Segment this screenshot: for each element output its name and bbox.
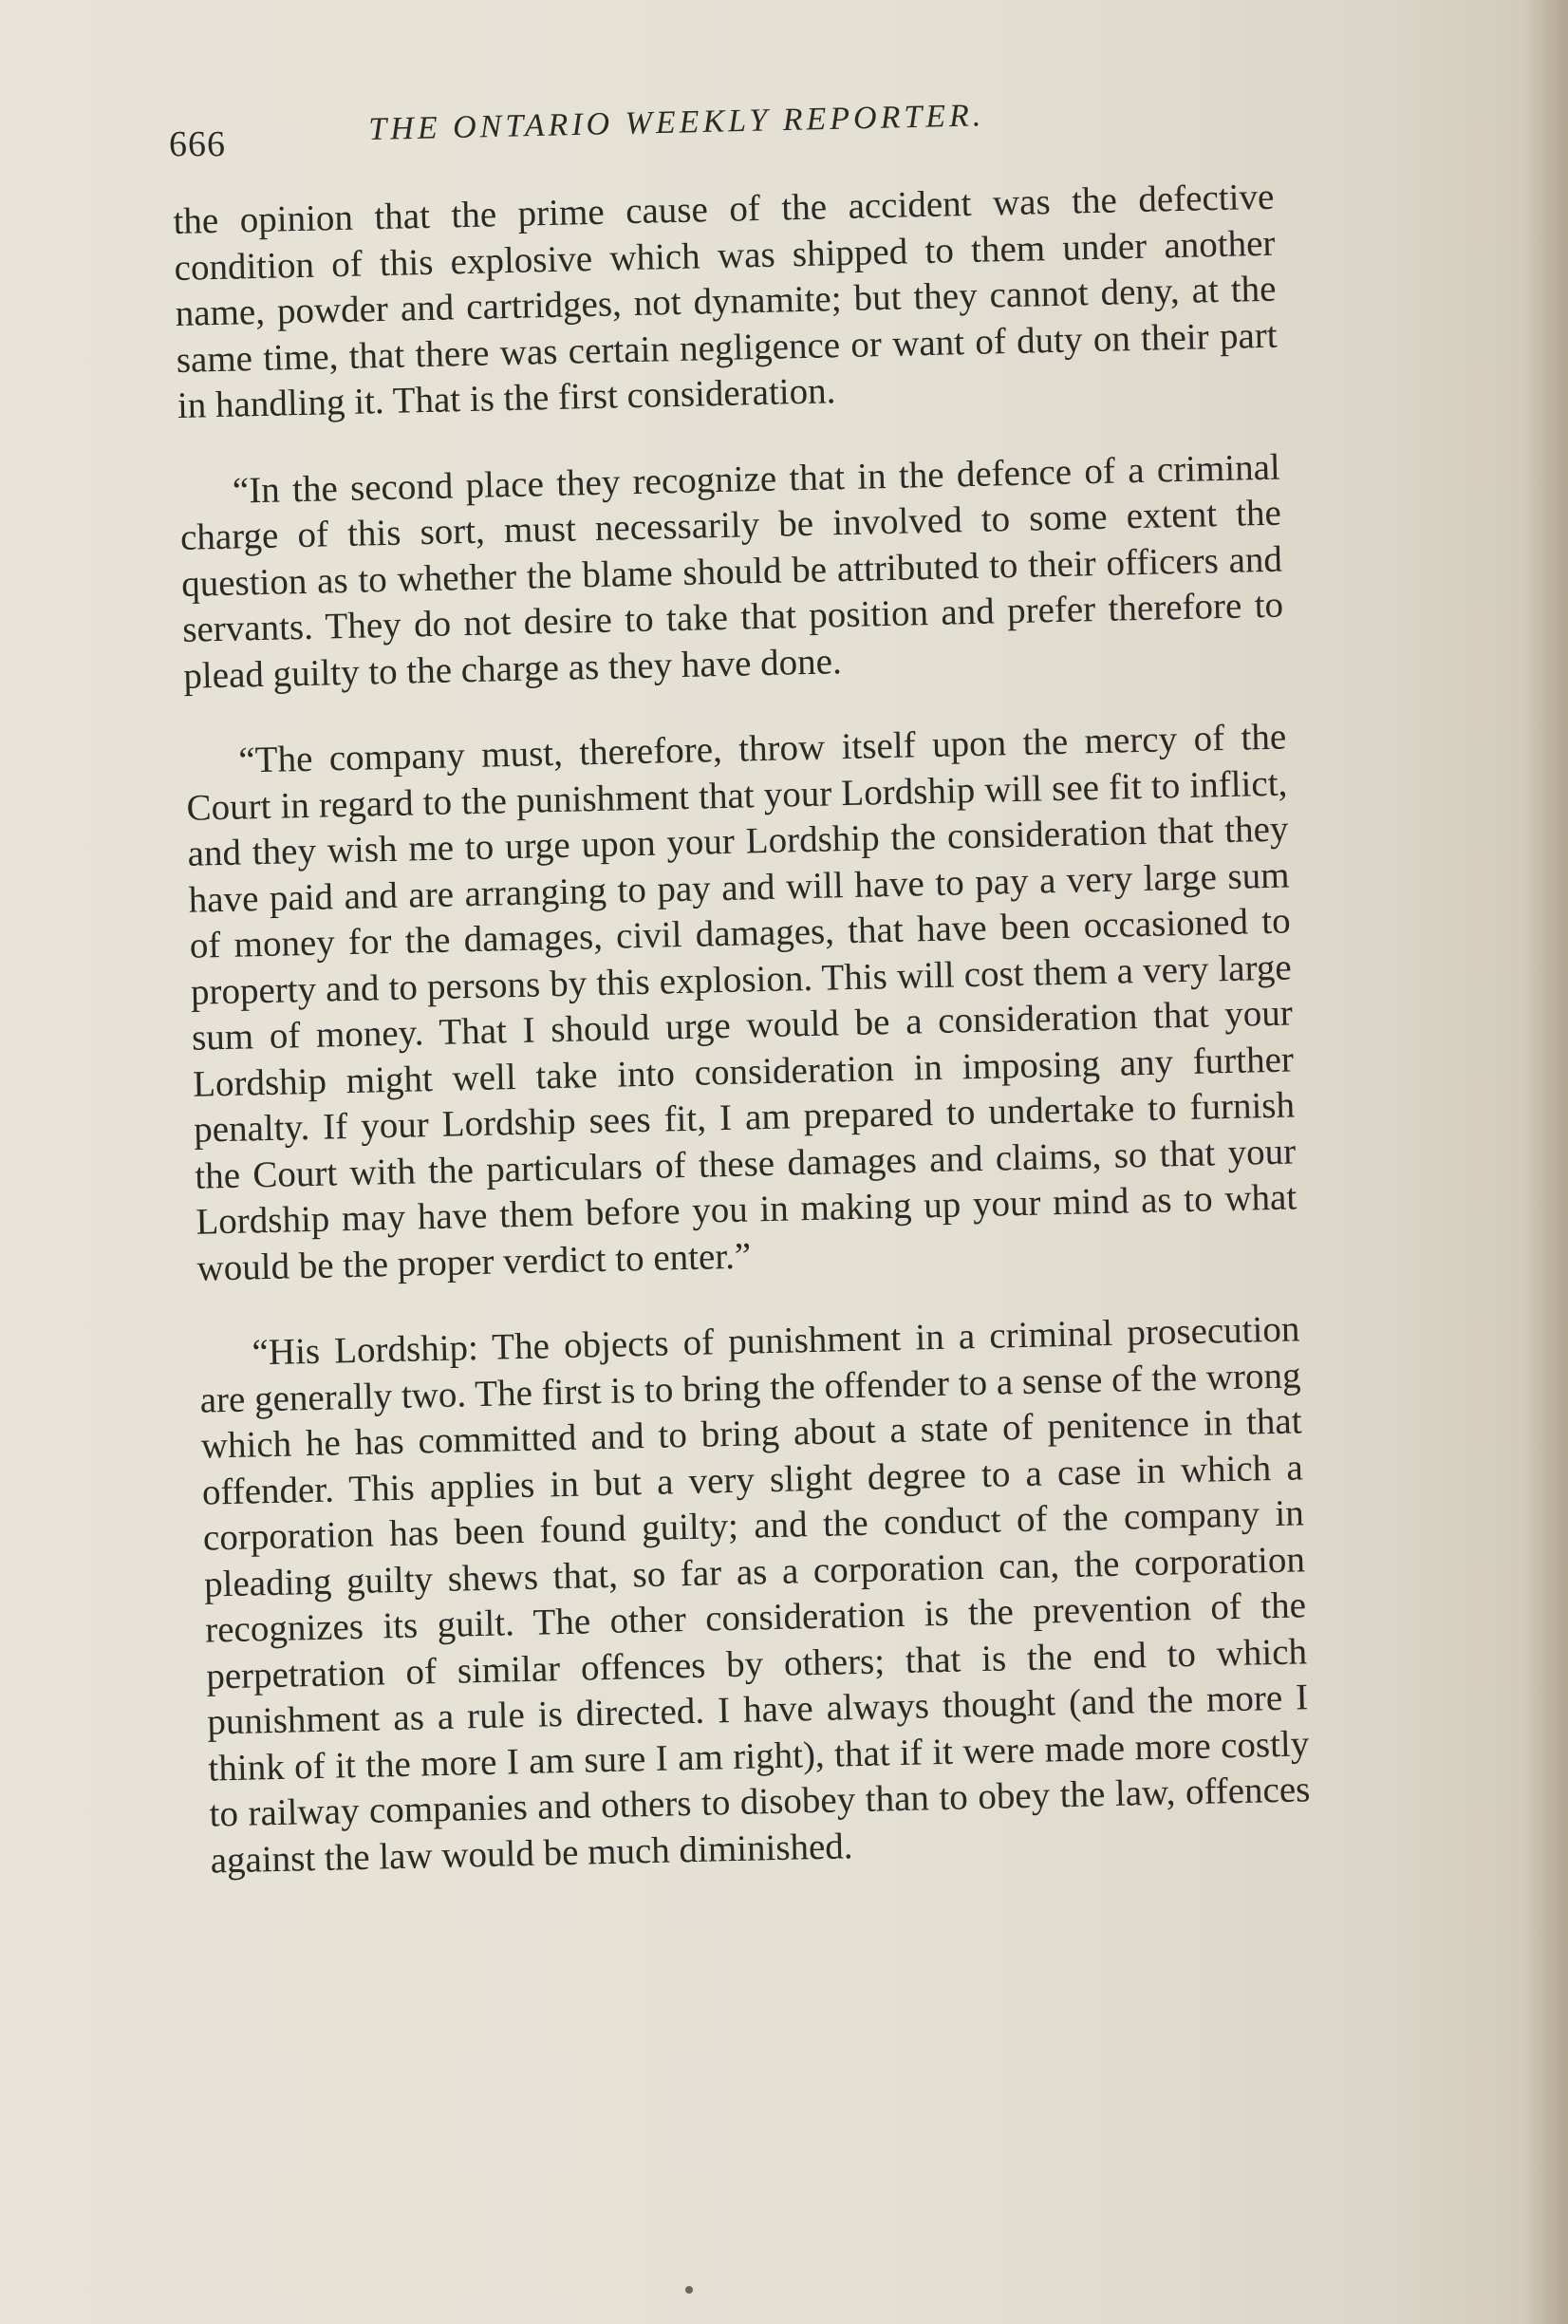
page-edge-shadow bbox=[1522, 0, 1568, 2324]
paragraph: “In the second place they recognize that in the defence of a criminal charge of this sort, must necessarily be involved to some extent the question as to whether the blame should be attributed to their officers and servants. They do not desire to take that position and prefer therefore to plead guilty to the charge as they have done. bbox=[179, 446, 1284, 697]
body-text bbox=[173, 175, 1312, 1884]
paragraph: the opinion that the prime cause of the accident was the defective condition of this explosive which was shipped to them under another name, powder and cartridges, not dynamite; but they cannot deny, at the same time, that there was certain negligence or want of duty on their part in handling it. That is the first consideration. bbox=[173, 176, 1279, 426]
paragraph: “The company must, therefore, throw itself upon the mercy of the Court in regard to the punishment that your Lordship will see fit to inflict, and they wish me to urge upon your Lordship the consideration that they have paid and are arranging to pay and will have to pay a very large sum of money for the damages, civil damages, that have been occasioned to property and to persons by this explosion. This will cost them a very large sum of money. That I should urge would be a consideration that your Lordship might well take into consideration in imposing any further penalty. If your Lordship sees fit, I am prepared to undertake to furnish the Court with the particulars of these damages and claims, so that your Lordship may have them before you in making up your mind as to what would be the proper verdict to enter.” bbox=[186, 716, 1297, 1289]
running-head: THE ONTARIO WEEKLY REPORTER. bbox=[368, 98, 985, 147]
page-header bbox=[169, 98, 1118, 169]
page-number: 666 bbox=[169, 124, 226, 164]
paragraph: “His Lordship: The objects of punishment in a criminal prosecution are generally two. The first is to bring the offender to a sense of the wrong which he has committed and to bring about a state of penitence in that offender. This applies in but a very slight degree to a case in which a corporation has been found guilty; and the conduct of the company in pleading guilty shews that, so far as a corporation can, the corporation recognizes its guilt. The other consideration is the prevention of the perpetration of similar offences by others; that is the end to which punishment as a rule is directed. I have always thought (and the more I think of it the more I am sure I am right), that if it were made more costly to railway companies and others to disobey than to obey the law, offences against the law would be much diminished. bbox=[199, 1308, 1311, 1882]
page-speck bbox=[685, 2286, 693, 2294]
